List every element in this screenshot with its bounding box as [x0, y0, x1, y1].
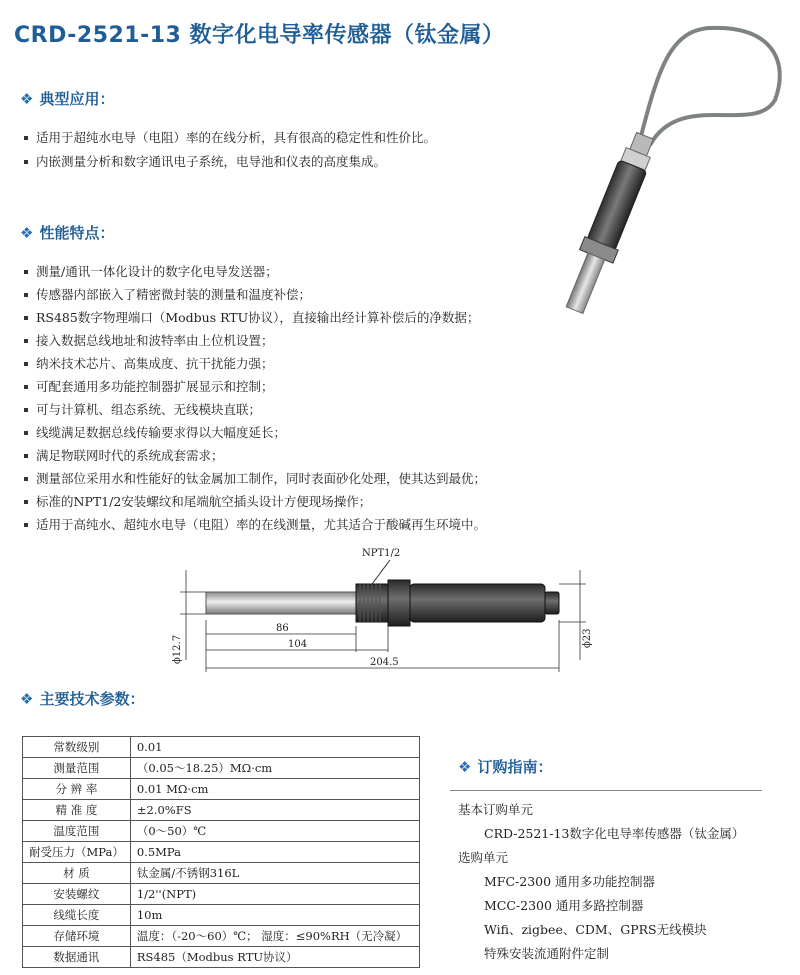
dim-86: 86 — [276, 623, 289, 634]
bullet-icon — [24, 523, 28, 527]
list-item: 满足物联网时代的系统成套需求； — [24, 446, 224, 464]
diamond-icon: ❖ — [458, 758, 472, 776]
dim-probe-dia: ϕ12.7 — [172, 634, 183, 664]
diamond-icon: ❖ — [20, 224, 34, 242]
list-item: 适用于超纯水电导（电阻）率的在线分析，具有很高的稳定性和性价比。 — [24, 128, 436, 146]
list-item: RS485数字物理端口（Modbus RTU协议），直接输出经计算补偿后的净数据； — [24, 308, 479, 326]
table-row: 材 质 钛金属/不锈钢316L — [23, 863, 420, 884]
list-item: 标准的NPT1/2安装螺纹和尾端航空插头设计方便现场操作； — [24, 492, 371, 510]
bullet-icon — [24, 454, 28, 458]
bullet-icon — [24, 339, 28, 343]
dim-body-dia: ϕ23 — [582, 628, 593, 648]
list-item: 测量部位采用水和性能好的钛金属加工制作，同时表面砂化处理，使其达到最优； — [24, 469, 486, 487]
ordering-optional-title: 选购单元 — [458, 850, 509, 865]
dim-104: 104 — [288, 639, 308, 650]
table-row: 耐受压力（MPa） 0.5MPa — [23, 842, 420, 863]
bullet-icon — [24, 136, 28, 140]
bullet-icon — [24, 316, 28, 320]
list-item: 可配套通用多功能控制器扩展显示和控制； — [24, 377, 274, 395]
list-item: 接入数据总线地址和波特率由上位机设置； — [24, 331, 274, 349]
section-applications-heading: ❖ 典型应用： — [20, 90, 115, 108]
table-row: 存储环境 温度：（-20～60）℃； 湿度：≤90%RH（无冷凝） — [23, 926, 420, 947]
sensor-body — [410, 584, 545, 622]
diamond-icon: ❖ — [20, 690, 34, 708]
dimension-drawing — [150, 540, 610, 680]
section-specs-heading: ❖ 主要技术参数： — [20, 690, 145, 708]
bullet-icon — [24, 408, 28, 412]
table-row: 精 准 度 ±2.0%FS — [23, 800, 420, 821]
ordering-optional-item: MCC-2300 通用多路控制器 — [484, 898, 644, 913]
bullet-icon — [24, 270, 28, 274]
list-item: 内嵌测量分析和数字通讯电子系统，电导池和仪表的高度集成。 — [24, 152, 386, 170]
bullet-icon — [24, 362, 28, 366]
diamond-icon: ❖ — [20, 90, 34, 108]
bullet-icon — [24, 431, 28, 435]
ordering-optional-item: MFC-2300 通用多功能控制器 — [484, 874, 656, 889]
hex-nut — [388, 580, 410, 626]
bullet-icon — [24, 385, 28, 389]
section-features-heading: ❖ 性能特点： — [20, 224, 115, 242]
list-item: 传感器内部嵌入了精密微封装的测量和温度补偿； — [24, 285, 311, 303]
table-row: 安装螺纹 1/2''(NPT) — [23, 884, 420, 905]
ordering-optional-item: 特殊安装流通附件定制 — [484, 946, 610, 961]
table-row: 数据通讯 RS485（Modbus RTU协议） — [23, 947, 420, 968]
tail-connector — [545, 592, 559, 614]
thread-label: NPT1/2 — [362, 548, 401, 559]
section-ordering-heading: ❖ 订购指南： — [458, 758, 553, 776]
table-row: 常数级别 0.01 — [23, 737, 420, 758]
ordering-optional-item: Wifi、zigbee、CDM、GPRS无线模块 — [484, 922, 707, 937]
sensor-photo — [540, 20, 800, 330]
bullet-icon — [24, 293, 28, 297]
list-item: 线缆满足数据总线传输要求得以大幅度延长； — [24, 423, 286, 441]
bullet-icon — [24, 160, 28, 164]
list-item: 纳米技术芯片、高集成度、抗干扰能力强； — [24, 354, 274, 372]
ordering-basic-title: 基本订购单元 — [458, 802, 534, 817]
ordering-basic-item: CRD-2521-13数字化电导率传感器（钛金属） — [484, 826, 745, 841]
table-row: 测量范围 （0.05～18.25）MΩ·cm — [23, 758, 420, 779]
divider — [450, 790, 762, 791]
bullet-icon — [24, 477, 28, 481]
bullet-icon — [24, 500, 28, 504]
probe-tube — [206, 592, 356, 614]
table-row: 温度范围 （0～50）℃ — [23, 821, 420, 842]
table-row: 分 辨 率 0.01 MΩ·cm — [23, 779, 420, 800]
spec-table — [22, 736, 420, 968]
list-item: 适用于高纯水、超纯水电导（电阻）率的在线测量，尤其适合于酸碱再生环境中。 — [24, 515, 486, 533]
list-item: 测量/通讯一体化设计的数字化电导发送器； — [24, 262, 278, 280]
page-title: CRD-2521-13 数字化电导率传感器（钛金属） — [14, 23, 505, 48]
table-row: 线缆长度 10m — [23, 905, 420, 926]
dim-total: 204.5 — [370, 657, 399, 668]
list-item: 可与计算机、组态系统、无线模块直联； — [24, 400, 261, 418]
